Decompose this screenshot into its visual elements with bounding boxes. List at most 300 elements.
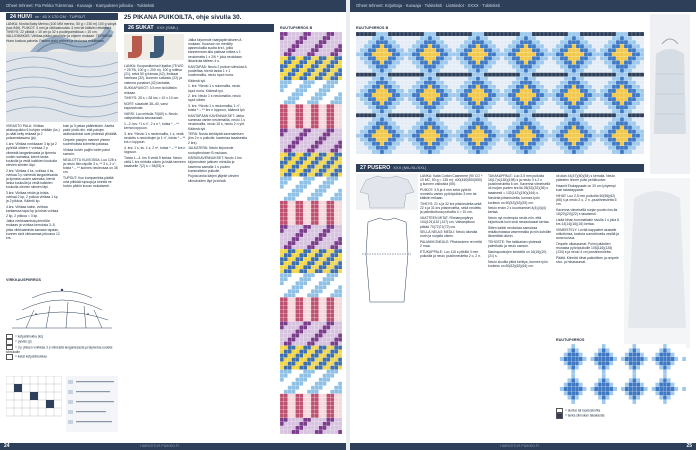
chart-cell xyxy=(296,96,300,100)
chart-cell xyxy=(636,60,640,64)
chart-cell xyxy=(404,105,408,109)
chart-cell xyxy=(492,40,496,44)
chart-cell xyxy=(632,36,636,40)
chart-cell xyxy=(456,138,460,142)
chart-cell xyxy=(616,142,620,146)
chart-cell xyxy=(303,430,307,434)
chart-cell xyxy=(428,97,432,101)
chart-cell xyxy=(315,285,319,289)
chart-cell xyxy=(608,36,612,40)
chart-cell xyxy=(580,85,584,89)
chart-cell xyxy=(655,378,659,382)
chart-cell xyxy=(307,261,311,265)
chart-cell xyxy=(640,109,644,113)
chart-cell xyxy=(307,281,311,285)
chart-cell xyxy=(327,169,331,173)
chart-cell xyxy=(556,77,560,81)
chart-cell xyxy=(598,395,602,399)
chart-cell xyxy=(299,406,303,410)
chart-cell xyxy=(296,414,300,418)
chart-cell xyxy=(552,85,556,89)
chart-cell xyxy=(307,422,311,426)
chart-cell xyxy=(280,145,284,149)
chart-cell xyxy=(311,305,315,309)
chart-cell xyxy=(616,85,620,89)
chart-cell xyxy=(587,391,591,395)
col-para: NORT: sukalolei 38–40, varsi kaposivivale. xyxy=(124,102,168,111)
chart-cell xyxy=(420,73,424,77)
chart-cell xyxy=(624,134,628,138)
chart-cell xyxy=(315,133,319,137)
chart-cell xyxy=(424,109,428,113)
chart-cell xyxy=(396,81,400,85)
chart-cell xyxy=(640,378,644,382)
chart-cell xyxy=(659,370,663,374)
chart-cell xyxy=(428,113,432,117)
chart-cell xyxy=(628,73,632,77)
chart-cell xyxy=(288,289,292,293)
chart-cell xyxy=(303,378,307,382)
chart-cell xyxy=(572,101,576,105)
chart-cell xyxy=(323,329,327,333)
chart-cell xyxy=(292,277,296,281)
chart-cell xyxy=(580,117,584,121)
chart-cell xyxy=(416,69,420,73)
chart-cell xyxy=(624,60,628,64)
chart-cell xyxy=(659,378,663,382)
chart-cell xyxy=(592,73,596,77)
chart-cell xyxy=(284,414,288,418)
chart-cell xyxy=(315,293,319,297)
chart-cell xyxy=(604,77,608,81)
chart-cell xyxy=(544,52,548,56)
chart-cell xyxy=(299,225,303,229)
chart-cell xyxy=(284,285,288,289)
chart-cell xyxy=(448,40,452,44)
chart-cell xyxy=(292,354,296,358)
chart-cell xyxy=(334,414,338,418)
chart-cell xyxy=(384,89,388,93)
chart-cell xyxy=(560,400,564,404)
chart-cell xyxy=(624,126,628,130)
chart-cell xyxy=(307,92,311,96)
col-para: PUIKOT: 3,5 ja 4 mm sekä pyöröö mumeilu varten pyöröpuikko 3 mm tai kätisiin reikaan. xyxy=(420,188,477,201)
chart-cell xyxy=(556,353,560,357)
chart-cell xyxy=(315,317,319,321)
chart-cell xyxy=(488,121,492,125)
chart-cell xyxy=(323,402,327,406)
chart-cell xyxy=(587,400,591,404)
chart-cell xyxy=(612,65,616,69)
chart-cell xyxy=(472,89,476,93)
chart-cell xyxy=(572,134,576,138)
chart-cell xyxy=(280,60,284,64)
chart-cell xyxy=(628,56,632,60)
chart-cell xyxy=(319,197,323,201)
chart-cell xyxy=(307,273,311,277)
chart-cell xyxy=(476,101,480,105)
chart-cell xyxy=(288,44,292,48)
chart-cell xyxy=(323,169,327,173)
chart-cell xyxy=(596,126,600,130)
chart-cell xyxy=(628,142,632,146)
chart-cell xyxy=(516,65,520,69)
chart-cell xyxy=(323,241,327,245)
chart-cell xyxy=(388,126,392,130)
chart-cell xyxy=(632,370,636,374)
chart-cell xyxy=(288,36,292,40)
chart-cell xyxy=(288,410,292,414)
chart-cell xyxy=(594,348,598,352)
chart-cell xyxy=(334,165,338,169)
chart-cell xyxy=(444,113,448,117)
chart-cell xyxy=(364,44,368,48)
chart-cell xyxy=(440,89,444,93)
chart-cell xyxy=(640,48,644,52)
chart-cell xyxy=(592,89,596,93)
chart-cell xyxy=(296,390,300,394)
chart-cell xyxy=(360,134,364,138)
chart-cell xyxy=(420,60,424,64)
chart-cell xyxy=(323,269,327,273)
chart-cell xyxy=(444,69,448,73)
chart-cell xyxy=(311,153,315,157)
chart-cell xyxy=(338,153,342,157)
chart-cell xyxy=(303,112,307,116)
chart-cell xyxy=(476,44,480,48)
chart-cell xyxy=(678,348,682,352)
two-chain-symbol-icon xyxy=(6,354,13,359)
chart-cell xyxy=(356,89,360,93)
chart-cell xyxy=(292,161,296,165)
chart-cell xyxy=(624,36,628,40)
chart-cell xyxy=(464,65,468,69)
chart-cell xyxy=(319,173,323,177)
chart-cell xyxy=(338,76,342,80)
chart-cell xyxy=(288,116,292,120)
chart-cell xyxy=(492,117,496,121)
chart-cell xyxy=(292,406,296,410)
chart-cell xyxy=(311,157,315,161)
chart-cell xyxy=(456,32,460,36)
chart-cell xyxy=(284,370,288,374)
right-footer xyxy=(350,443,696,450)
chart-cell xyxy=(315,289,319,293)
chart-cell xyxy=(330,173,334,177)
chart-cell xyxy=(319,338,323,342)
chart-cell xyxy=(571,383,575,387)
chart-cell xyxy=(408,150,412,154)
chart-cell xyxy=(292,390,296,394)
chart-cell xyxy=(572,48,576,52)
chart-cell xyxy=(532,101,536,105)
chart-cell xyxy=(440,150,444,154)
chart-cell xyxy=(372,121,376,125)
chart-cell xyxy=(548,142,552,146)
chart-cell xyxy=(424,101,428,105)
chart-cell xyxy=(288,128,292,132)
chart-cell xyxy=(299,88,303,92)
chart-cell xyxy=(384,93,388,97)
chart-cell xyxy=(624,150,628,154)
chart-cell xyxy=(540,73,544,77)
chart-cell xyxy=(504,56,508,60)
chart-cell xyxy=(484,60,488,64)
chart-cell xyxy=(536,93,540,97)
chart-cell xyxy=(663,387,667,391)
chart-cell xyxy=(368,85,372,89)
chart-cell xyxy=(620,77,624,81)
chart-cell xyxy=(536,105,540,109)
chart-cell xyxy=(432,48,436,52)
chart-cell xyxy=(416,85,420,89)
chart-cell xyxy=(648,370,652,374)
chart-cell xyxy=(476,130,480,134)
chart-cell xyxy=(580,44,584,48)
chart-cell xyxy=(440,126,444,130)
chart-cell xyxy=(307,108,311,112)
chart-cell xyxy=(484,65,488,69)
chart-cell xyxy=(334,313,338,317)
chart-cell xyxy=(624,109,628,113)
chart-cell xyxy=(579,391,583,395)
chart-cell xyxy=(484,109,488,113)
chart-cell xyxy=(620,126,624,130)
chart-cell xyxy=(330,334,334,338)
chart-cell xyxy=(303,237,307,241)
chart-cell xyxy=(284,169,288,173)
chart-cell xyxy=(600,60,604,64)
chart-cell xyxy=(612,44,616,48)
chart-cell xyxy=(560,32,564,36)
chart-cell xyxy=(616,52,620,56)
chart-cell xyxy=(280,273,284,277)
chart-cell xyxy=(436,101,440,105)
chart-cell xyxy=(602,357,606,361)
chart-cell xyxy=(323,116,327,120)
chart-cell xyxy=(667,387,671,391)
chart-cell xyxy=(319,265,323,269)
chart-cell xyxy=(323,346,327,350)
chart-cell xyxy=(338,309,342,313)
chart-cell xyxy=(384,113,388,117)
chart-cell xyxy=(532,126,536,130)
chart-cell xyxy=(319,76,323,80)
chart-cell xyxy=(440,44,444,48)
chart-cell xyxy=(292,426,296,430)
chart-cell xyxy=(288,249,292,253)
chart-cell xyxy=(424,48,428,52)
chart-cell xyxy=(564,395,568,399)
chart-cell xyxy=(488,48,492,52)
chart-cell xyxy=(334,325,338,329)
chart-cell xyxy=(492,56,496,60)
chart-cell xyxy=(512,93,516,97)
chart-cell xyxy=(364,85,368,89)
chart-cell xyxy=(303,185,307,189)
chart-cell xyxy=(299,394,303,398)
chart-cell xyxy=(315,342,319,346)
chart-cell xyxy=(572,85,576,89)
chart-cell xyxy=(448,60,452,64)
chart-cell xyxy=(376,73,380,77)
chart-cell xyxy=(536,65,540,69)
chart-cell xyxy=(564,69,568,73)
chart-cell xyxy=(396,77,400,81)
chart-cell xyxy=(408,56,412,60)
chart-cell xyxy=(464,126,468,130)
chart-cell xyxy=(307,237,311,241)
chart-cell xyxy=(288,390,292,394)
chart-cell xyxy=(280,68,284,72)
chart-cell xyxy=(408,121,412,125)
chart-cell xyxy=(307,386,311,390)
chart-cell xyxy=(292,362,296,366)
sweater-side-photo xyxy=(624,178,690,348)
chart-cell xyxy=(452,146,456,150)
chart-cell xyxy=(404,36,408,40)
chart-cell xyxy=(612,105,616,109)
chart-cell xyxy=(464,105,468,109)
chart-cell xyxy=(655,391,659,395)
col-para: JALKATERÄ: Neulo kirjoneule ruutupiirroksen B mukaan. xyxy=(188,146,234,155)
chart-cell xyxy=(364,121,368,125)
chart-cell xyxy=(508,52,512,56)
chart-cell xyxy=(356,97,360,101)
chart-cell xyxy=(617,348,621,352)
chart-cell xyxy=(504,101,508,105)
chart-cell xyxy=(360,150,364,154)
chart-cell xyxy=(532,56,536,60)
chart-cell xyxy=(436,60,440,64)
chart-cell xyxy=(296,145,300,149)
chart-cell xyxy=(640,85,644,89)
chart-cell xyxy=(384,117,388,121)
chart-cell xyxy=(323,112,327,116)
chart-cell xyxy=(448,69,452,73)
chart-cell xyxy=(376,56,380,60)
chart-cell xyxy=(629,387,633,391)
chart-cell xyxy=(315,402,319,406)
chart-cell xyxy=(488,105,492,109)
chart-cell xyxy=(616,44,620,48)
chart-cell xyxy=(500,69,504,73)
chart-cell xyxy=(544,117,548,121)
chart-cell xyxy=(608,150,612,154)
chart-cell xyxy=(640,60,644,64)
col-para: LANKA: Kalla Cotton Cashmere (90 CO + 10 MC, 50 g = 135 m): 400(450)500(550) g kunnen valkoista (55). xyxy=(420,174,483,187)
chart-cell xyxy=(292,112,296,116)
chart-cell xyxy=(296,253,300,257)
chart-cell xyxy=(516,121,520,125)
chart-cell xyxy=(592,117,596,121)
chart-cell xyxy=(288,141,292,145)
chart-cell xyxy=(560,138,564,142)
crochet-legend xyxy=(6,334,118,360)
chart-cell xyxy=(636,89,640,93)
chart-cell xyxy=(311,342,315,346)
chart-cell xyxy=(330,309,334,313)
chart-cell xyxy=(303,321,307,325)
chart-cell xyxy=(299,378,303,382)
chart-cell xyxy=(319,209,323,213)
chart-cell xyxy=(516,40,520,44)
chart-cell xyxy=(388,44,392,48)
chart-cell xyxy=(484,93,488,97)
chart-cell xyxy=(610,378,614,382)
chart-cell xyxy=(327,173,331,177)
chart-cell xyxy=(476,40,480,44)
chart-cell xyxy=(284,104,288,108)
chart-cell xyxy=(444,85,448,89)
chart-cell xyxy=(311,116,315,120)
chart-cell xyxy=(368,69,372,73)
chart-cell xyxy=(420,117,424,121)
chart-cell xyxy=(303,366,307,370)
chart-cell xyxy=(520,97,524,101)
chart-cell xyxy=(307,382,311,386)
chart-cell xyxy=(400,48,404,52)
chart-cell xyxy=(568,81,572,85)
sweater-colorwork-chart xyxy=(356,32,644,154)
chart-cell xyxy=(520,36,524,40)
chart-cell xyxy=(624,40,628,44)
chart-cell xyxy=(408,85,412,89)
chart-cell xyxy=(460,40,464,44)
chart-cell xyxy=(671,378,675,382)
chart-cell xyxy=(280,301,284,305)
chart-cell xyxy=(456,81,460,85)
chart-cell xyxy=(288,88,292,92)
chart-cell xyxy=(396,40,400,44)
chart-cell xyxy=(311,394,315,398)
chart-cell xyxy=(682,374,686,378)
chart-cell xyxy=(307,157,311,161)
chart-cell xyxy=(284,366,288,370)
chart-cell xyxy=(540,48,544,52)
chart-cell xyxy=(584,73,588,77)
chart-cell xyxy=(311,52,315,56)
chart-cell xyxy=(460,105,464,109)
chart-cell xyxy=(299,317,303,321)
chart-cell xyxy=(587,361,591,365)
chart-cell xyxy=(528,81,532,85)
chart-cell xyxy=(488,85,492,89)
chart-cell xyxy=(338,265,342,269)
chart-cell xyxy=(319,169,323,173)
chart-cell xyxy=(356,65,360,69)
chart-cell xyxy=(544,89,548,93)
chart-cell xyxy=(404,44,408,48)
chart-cell xyxy=(556,126,560,130)
chart-cell xyxy=(327,48,331,52)
chart-cell xyxy=(327,281,331,285)
chart-cell xyxy=(303,362,307,366)
chart-cell xyxy=(288,213,292,217)
chart-cell xyxy=(303,422,307,426)
chart-cell xyxy=(284,48,288,52)
chart-cell xyxy=(636,109,640,113)
chart-cell xyxy=(338,354,342,358)
legend-row: = kaksi ketjusilmukkaa xyxy=(6,354,118,359)
chart-cell xyxy=(384,81,388,85)
chart-cell xyxy=(608,69,612,73)
chart-cell xyxy=(520,81,524,85)
chart-cell xyxy=(508,81,512,85)
chart-cell xyxy=(280,149,284,153)
chart-cell xyxy=(416,73,420,77)
chart-cell xyxy=(564,138,568,142)
